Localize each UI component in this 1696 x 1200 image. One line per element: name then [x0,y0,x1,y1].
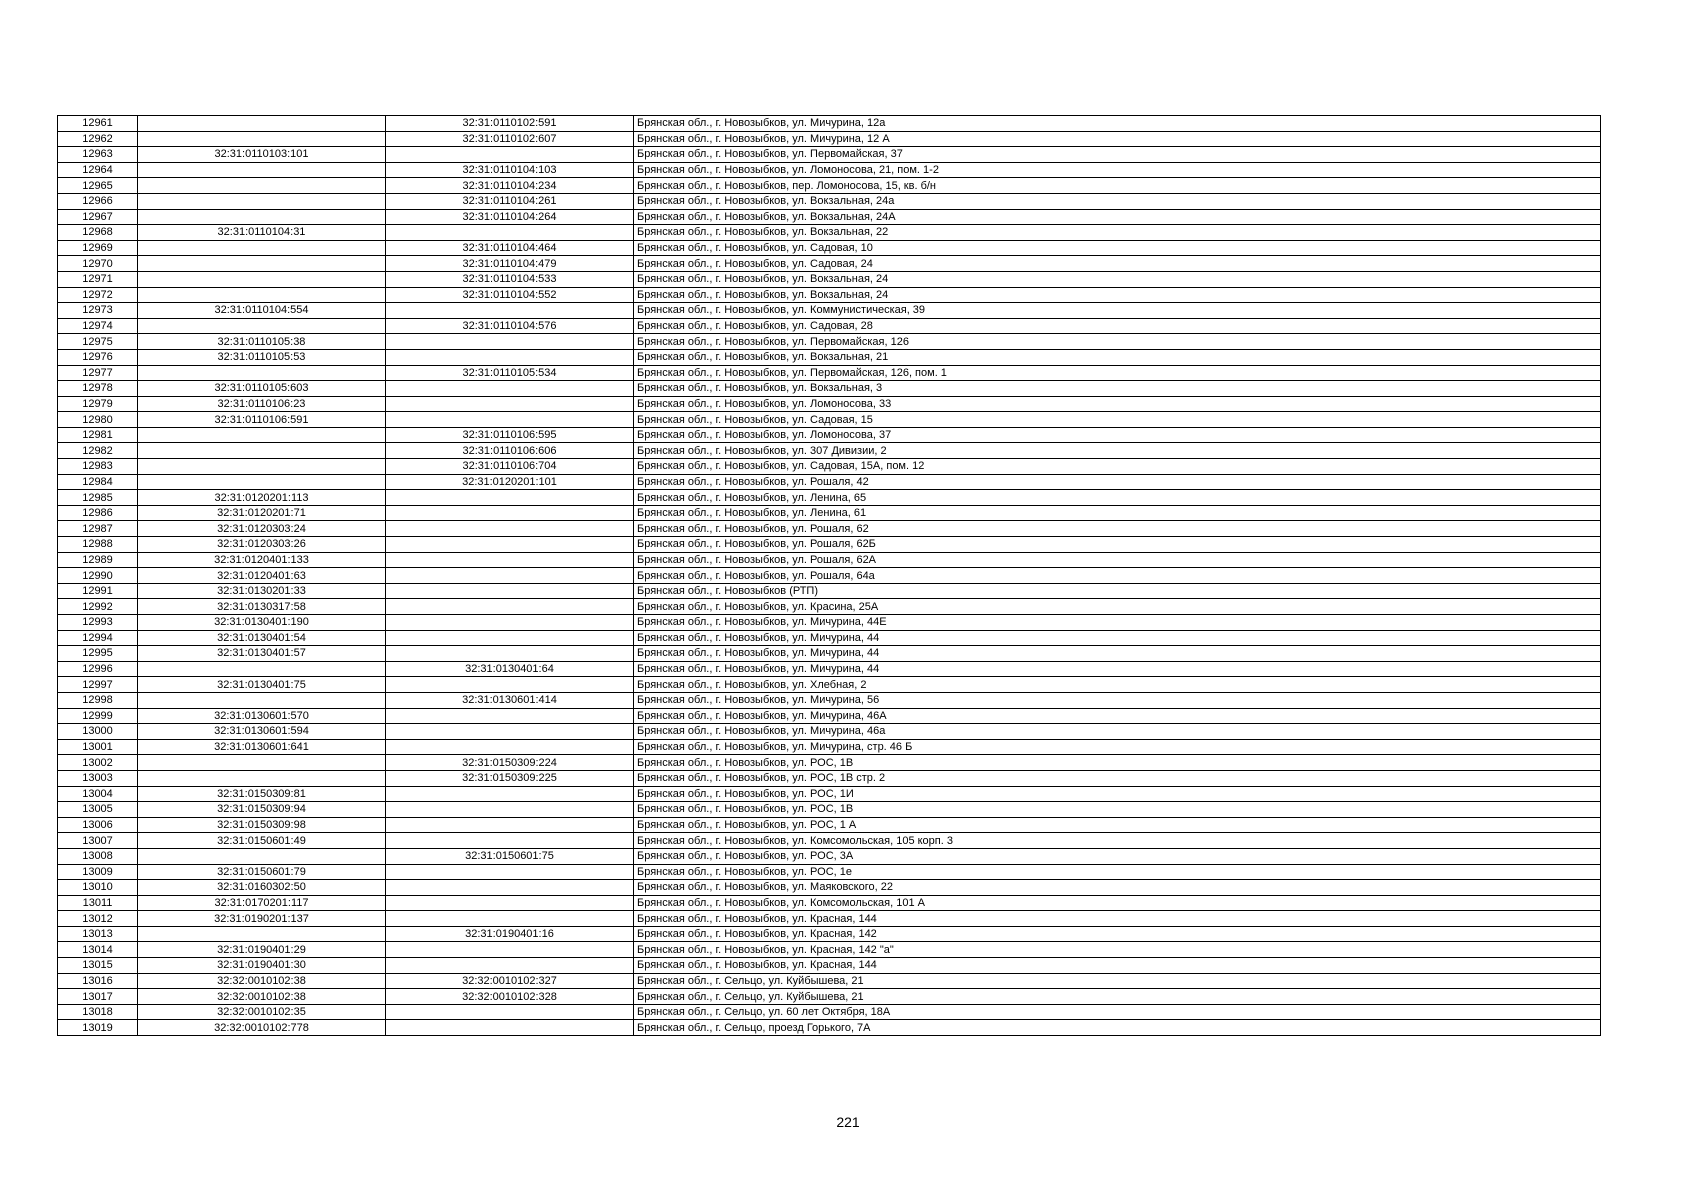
row-number-cell: 12996 [58,661,138,677]
related-cadastral-number-cell [386,537,634,553]
cadastral-number-cell: 32:31:0110106:591 [138,412,386,428]
row-number-cell: 12962 [58,131,138,147]
cadastral-number-cell [138,318,386,334]
address-cell: Брянская обл., г. Новозыбков, ул. Мичурина, 44 [634,630,1601,646]
related-cadastral-number-cell: 32:31:0110104:464 [386,240,634,256]
table-row [58,381,1601,397]
row-number-cell: 12970 [58,256,138,272]
related-cadastral-number-cell [386,1004,634,1020]
address-cell: Брянская обл., г. Новозыбков, ул. Первомайская, 126, пом. 1 [634,365,1601,381]
address-cell: Брянская обл., г. Новозыбков, ул. Рошаля, 62А [634,552,1601,568]
cadastral-number-cell: 32:31:0110105:53 [138,349,386,365]
row-number-cell: 12972 [58,287,138,303]
address-cell: Брянская обл., г. Новозыбков, ул. Коммунистическая, 39 [634,303,1601,319]
table-row [58,334,1601,350]
row-number-cell: 12998 [58,692,138,708]
table-row [58,474,1601,490]
row-number-cell: 13002 [58,755,138,771]
cadastral-number-cell [138,116,386,132]
related-cadastral-number-cell [386,225,634,241]
cadastral-number-cell [138,131,386,147]
row-number-cell: 13001 [58,739,138,755]
address-cell: Брянская обл., г. Новозыбков, ул. РОС, 1 А [634,817,1601,833]
address-cell: Брянская обл., г. Новозыбков, ул. Вокзальная, 24 [634,287,1601,303]
cadastral-number-cell: 32:31:0120401:133 [138,552,386,568]
related-cadastral-number-cell [386,412,634,428]
address-cell: Брянская обл., г. Новозыбков, ул. Садовая, 28 [634,318,1601,334]
related-cadastral-number-cell: 32:31:0110104:103 [386,162,634,178]
row-number-cell: 12986 [58,505,138,521]
cadastral-number-cell [138,661,386,677]
table-row [58,692,1601,708]
address-cell: Брянская обл., г. Новозыбков, ул. Мичурина, 44 [634,646,1601,662]
row-number-cell: 13014 [58,942,138,958]
related-cadastral-number-cell [386,303,634,319]
related-cadastral-number-cell: 32:31:0130601:414 [386,692,634,708]
cadastral-number-cell: 32:31:0110104:31 [138,225,386,241]
row-number-cell: 13015 [58,958,138,974]
cadastral-number-cell: 32:31:0130401:75 [138,677,386,693]
row-number-cell: 13019 [58,1020,138,1036]
cadastral-number-cell [138,365,386,381]
cadastral-number-cell: 32:31:0110105:38 [138,334,386,350]
cadastral-number-cell: 32:31:0190201:137 [138,911,386,927]
address-cell: Брянская обл., г. Новозыбков, пер. Ломоносова, 15, кв. б/н [634,178,1601,194]
address-cell: Брянская обл., г. Новозыбков, ул. РОС, 1В [634,802,1601,818]
address-cell: Брянская обл., г. Новозыбков, ул. Вокзальная, 22 [634,225,1601,241]
table-row [58,256,1601,272]
row-number-cell: 12987 [58,521,138,537]
address-cell: Брянская обл., г. Новозыбков, ул. Маяковского, 22 [634,880,1601,896]
row-number-cell: 12983 [58,459,138,475]
address-cell: Брянская обл., г. Новозыбков, ул. Мичурина, 46а [634,724,1601,740]
table-row [58,178,1601,194]
row-number-cell: 12968 [58,225,138,241]
row-number-cell: 13013 [58,926,138,942]
address-cell: Брянская обл., г. Новозыбков, ул. Мичурина, 12 А [634,131,1601,147]
related-cadastral-number-cell [386,615,634,631]
cadastral-number-cell: 32:32:0010102:35 [138,1004,386,1020]
related-cadastral-number-cell [386,396,634,412]
address-cell: Брянская обл., г. Новозыбков, ул. Красина, 25А [634,599,1601,615]
address-cell: Брянская обл., г. Новозыбков, ул. Ломоносова, 37 [634,427,1601,443]
cadastral-number-cell: 32:31:0120201:71 [138,505,386,521]
related-cadastral-number-cell [386,739,634,755]
address-cell: Брянская обл., г. Новозыбков, ул. Ломоносова, 21, пом. 1-2 [634,162,1601,178]
address-cell: Брянская обл., г. Новозыбков, ул. Мичурина, 44 [634,661,1601,677]
row-number-cell: 12961 [58,116,138,132]
cadastral-number-cell: 32:31:0160302:50 [138,880,386,896]
related-cadastral-number-cell: 32:31:0110104:533 [386,271,634,287]
row-number-cell: 12982 [58,443,138,459]
table-row [58,537,1601,553]
cadastral-number-cell: 32:32:0010102:38 [138,989,386,1005]
address-cell: Брянская обл., г. Новозыбков, ул. Вокзальная, 24а [634,193,1601,209]
cadastral-number-cell: 32:31:0130201:33 [138,583,386,599]
table-row [58,427,1601,443]
table-row [58,443,1601,459]
table-row [58,739,1601,755]
cadastral-number-cell [138,459,386,475]
table-row [58,271,1601,287]
related-cadastral-number-cell: 32:31:0110104:234 [386,178,634,194]
cadastral-number-cell [138,926,386,942]
related-cadastral-number-cell: 32:31:0110104:479 [386,256,634,272]
cadastral-number-cell: 32:31:0150309:98 [138,817,386,833]
table-row [58,225,1601,241]
table-row [58,926,1601,942]
cadastral-number-cell [138,287,386,303]
cadastral-number-cell: 32:31:0130401:54 [138,630,386,646]
address-cell: Брянская обл., г. Новозыбков, ул. Первомайская, 126 [634,334,1601,350]
related-cadastral-number-cell: 32:31:0110104:261 [386,193,634,209]
related-cadastral-number-cell: 32:31:0150309:224 [386,755,634,771]
address-cell: Брянская обл., г. Новозыбков, ул. Мичурина, 44Е [634,615,1601,631]
related-cadastral-number-cell: 32:31:0110106:595 [386,427,634,443]
address-cell: Брянская обл., г. Новозыбков, ул. Рошаля, 62 [634,521,1601,537]
address-cell: Брянская обл., г. Новозыбков, ул. Рошаля, 64а [634,568,1601,584]
table-row [58,147,1601,163]
related-cadastral-number-cell [386,724,634,740]
cadastral-number-cell: 32:31:0130601:594 [138,724,386,740]
row-number-cell: 12991 [58,583,138,599]
cadastral-number-cell: 32:31:0150601:49 [138,833,386,849]
cadastral-number-cell [138,162,386,178]
cadastral-number-cell: 32:31:0120303:24 [138,521,386,537]
row-number-cell: 13017 [58,989,138,1005]
address-cell: Брянская обл., г. Новозыбков, ул. Мичурина, стр. 46 Б [634,739,1601,755]
row-number-cell: 13012 [58,911,138,927]
related-cadastral-number-cell [386,381,634,397]
address-cell: Брянская обл., г. Сельцо, ул. Куйбышева, 21 [634,973,1601,989]
cadastral-number-cell: 32:31:0190401:29 [138,942,386,958]
cadastral-number-cell: 32:31:0130601:641 [138,739,386,755]
related-cadastral-number-cell: 32:31:0110104:552 [386,287,634,303]
address-cell: Брянская обл., г. Новозыбков, ул. РОС, 3А [634,848,1601,864]
related-cadastral-number-cell: 32:32:0010102:327 [386,973,634,989]
cadastral-number-cell [138,443,386,459]
cadastral-number-cell [138,474,386,490]
related-cadastral-number-cell [386,490,634,506]
related-cadastral-number-cell [386,583,634,599]
address-cell: Брянская обл., г. Новозыбков, ул. Ленина, 61 [634,505,1601,521]
table-row [58,193,1601,209]
table-row [58,162,1601,178]
cadastral-number-cell [138,755,386,771]
table-row [58,833,1601,849]
row-number-cell: 13010 [58,880,138,896]
related-cadastral-number-cell: 32:31:0110104:576 [386,318,634,334]
row-number-cell: 13008 [58,848,138,864]
table-row [58,568,1601,584]
table-row [58,552,1601,568]
related-cadastral-number-cell [386,786,634,802]
row-number-cell: 13018 [58,1004,138,1020]
cadastral-number-cell [138,209,386,225]
table-row [58,318,1601,334]
table-row [58,880,1601,896]
related-cadastral-number-cell [386,505,634,521]
row-number-cell: 13006 [58,817,138,833]
address-cell: Брянская обл., г. Новозыбков, ул. Первомайская, 37 [634,147,1601,163]
cadastral-number-cell: 32:32:0010102:38 [138,973,386,989]
cadastral-number-cell [138,692,386,708]
row-number-cell: 12971 [58,271,138,287]
row-number-cell: 12979 [58,396,138,412]
related-cadastral-number-cell [386,817,634,833]
table-row [58,116,1601,132]
address-cell: Брянская обл., г. Новозыбков, ул. Комсомольская, 105 корп. 3 [634,833,1601,849]
address-cell: Брянская обл., г. Новозыбков, ул. Мичурина, 56 [634,692,1601,708]
cadastral-number-cell [138,271,386,287]
row-number-cell: 12973 [58,303,138,319]
related-cadastral-number-cell: 32:31:0190401:16 [386,926,634,942]
cadastral-number-cell: 32:31:0120303:26 [138,537,386,553]
table-row [58,786,1601,802]
address-cell: Брянская обл., г. Новозыбков, ул. РОС, 1е [634,864,1601,880]
cadastral-number-cell [138,178,386,194]
related-cadastral-number-cell [386,568,634,584]
related-cadastral-number-cell [386,911,634,927]
address-cell: Брянская обл., г. Сельцо, проезд Горького, 7А [634,1020,1601,1036]
related-cadastral-number-cell [386,334,634,350]
cadastral-number-cell: 32:31:0190401:30 [138,958,386,974]
row-number-cell: 13004 [58,786,138,802]
row-number-cell: 12995 [58,646,138,662]
table-row [58,1020,1601,1036]
related-cadastral-number-cell [386,630,634,646]
table-row [58,1004,1601,1020]
table-row [58,396,1601,412]
row-number-cell: 12980 [58,412,138,428]
address-cell: Брянская обл., г. Новозыбков, ул. Мичурина, 12а [634,116,1601,132]
table-row [58,770,1601,786]
related-cadastral-number-cell: 32:31:0110105:534 [386,365,634,381]
table-row [58,131,1601,147]
cadastral-number-cell [138,240,386,256]
table-row [58,755,1601,771]
cadastral-number-cell [138,427,386,443]
table-row [58,599,1601,615]
cadastral-number-cell: 32:31:0110106:23 [138,396,386,412]
cadastral-number-cell: 32:31:0150601:79 [138,864,386,880]
address-cell: Брянская обл., г. Новозыбков, ул. 307 Дивизии, 2 [634,443,1601,459]
related-cadastral-number-cell: 32:32:0010102:328 [386,989,634,1005]
related-cadastral-number-cell [386,552,634,568]
related-cadastral-number-cell [386,895,634,911]
row-number-cell: 13000 [58,724,138,740]
cadastral-number-cell: 32:31:0150309:81 [138,786,386,802]
row-number-cell: 12993 [58,615,138,631]
cadastral-number-cell: 32:31:0130401:57 [138,646,386,662]
table-row [58,630,1601,646]
address-cell: Брянская обл., г. Новозыбков, ул. Ленина, 65 [634,490,1601,506]
row-number-cell: 12997 [58,677,138,693]
related-cadastral-number-cell [386,942,634,958]
table-row [58,708,1601,724]
registry-table [57,115,1601,1036]
address-cell: Брянская обл., г. Новозыбков, ул. Вокзальная, 21 [634,349,1601,365]
table-row [58,209,1601,225]
table-row [58,724,1601,740]
address-cell: Брянская обл., г. Новозыбков, ул. Красная, 144 [634,958,1601,974]
table-row [58,864,1601,880]
related-cadastral-number-cell [386,802,634,818]
related-cadastral-number-cell: 32:31:0150601:75 [386,848,634,864]
related-cadastral-number-cell [386,1020,634,1036]
related-cadastral-number-cell: 32:31:0110106:606 [386,443,634,459]
table-row [58,505,1601,521]
related-cadastral-number-cell [386,521,634,537]
row-number-cell: 12965 [58,178,138,194]
table-row [58,303,1601,319]
table-row [58,848,1601,864]
row-number-cell: 13009 [58,864,138,880]
related-cadastral-number-cell: 32:31:0110102:591 [386,116,634,132]
related-cadastral-number-cell: 32:31:0110106:704 [386,459,634,475]
related-cadastral-number-cell [386,147,634,163]
address-cell: Брянская обл., г. Новозыбков, ул. Садовая, 15А, пом. 12 [634,459,1601,475]
row-number-cell: 12963 [58,147,138,163]
related-cadastral-number-cell [386,880,634,896]
cadastral-number-cell: 32:31:0120401:63 [138,568,386,584]
cadastral-number-cell: 32:31:0150309:94 [138,802,386,818]
address-cell: Брянская обл., г. Новозыбков, ул. Ломоносова, 33 [634,396,1601,412]
address-cell: Брянская обл., г. Новозыбков (РТП) [634,583,1601,599]
row-number-cell: 13016 [58,973,138,989]
table-row [58,365,1601,381]
address-cell: Брянская обл., г. Новозыбков, ул. Садовая, 24 [634,256,1601,272]
row-number-cell: 12975 [58,334,138,350]
related-cadastral-number-cell: 32:31:0150309:225 [386,770,634,786]
table-row [58,817,1601,833]
address-cell: Брянская обл., г. Новозыбков, ул. Садовая, 15 [634,412,1601,428]
cadastral-number-cell: 32:31:0110104:554 [138,303,386,319]
cadastral-number-cell [138,193,386,209]
related-cadastral-number-cell [386,677,634,693]
address-cell: Брянская обл., г. Новозыбков, ул. Рошаля, 62Б [634,537,1601,553]
cadastral-number-cell: 32:31:0110105:603 [138,381,386,397]
row-number-cell: 12964 [58,162,138,178]
address-cell: Брянская обл., г. Новозыбков, ул. Красная, 142 "а" [634,942,1601,958]
related-cadastral-number-cell: 32:31:0110104:264 [386,209,634,225]
address-cell: Брянская обл., г. Новозыбков, ул. Комсомольская, 101 А [634,895,1601,911]
table-row [58,911,1601,927]
row-number-cell: 12994 [58,630,138,646]
related-cadastral-number-cell [386,646,634,662]
table-row [58,942,1601,958]
row-number-cell: 12969 [58,240,138,256]
table-row [58,973,1601,989]
related-cadastral-number-cell [386,708,634,724]
row-number-cell: 13007 [58,833,138,849]
address-cell: Брянская обл., г. Новозыбков, ул. РОС, 1В стр. 2 [634,770,1601,786]
row-number-cell: 12966 [58,193,138,209]
address-cell: Брянская обл., г. Сельцо, ул. 60 лет Октября, 18А [634,1004,1601,1020]
address-cell: Брянская обл., г. Новозыбков, ул. Рошаля, 42 [634,474,1601,490]
table-row [58,895,1601,911]
cadastral-number-cell: 32:31:0170201:117 [138,895,386,911]
row-number-cell: 12981 [58,427,138,443]
registry-table-body [58,116,1601,1036]
related-cadastral-number-cell [386,864,634,880]
table-row [58,615,1601,631]
cadastral-number-cell: 32:31:0120201:113 [138,490,386,506]
table-row [58,646,1601,662]
related-cadastral-number-cell [386,349,634,365]
table-row [58,521,1601,537]
address-cell: Брянская обл., г. Новозыбков, ул. РОС, 1В [634,755,1601,771]
table-row [58,287,1601,303]
table-row [58,661,1601,677]
row-number-cell: 12989 [58,552,138,568]
table-row [58,802,1601,818]
table-row [58,490,1601,506]
cadastral-number-cell: 32:32:0010102:778 [138,1020,386,1036]
table-row [58,583,1601,599]
cadastral-number-cell [138,256,386,272]
cadastral-number-cell: 32:31:0130601:570 [138,708,386,724]
row-number-cell: 12999 [58,708,138,724]
address-cell: Брянская обл., г. Новозыбков, ул. Красная, 142 [634,926,1601,942]
address-cell: Брянская обл., г. Новозыбков, ул. Вокзальная, 3 [634,381,1601,397]
related-cadastral-number-cell [386,958,634,974]
row-number-cell: 12976 [58,349,138,365]
table-row [58,958,1601,974]
related-cadastral-number-cell: 32:31:0130401:64 [386,661,634,677]
table-row [58,459,1601,475]
related-cadastral-number-cell: 32:31:0120201:101 [386,474,634,490]
table-row [58,349,1601,365]
row-number-cell: 13003 [58,770,138,786]
address-cell: Брянская обл., г. Новозыбков, ул. Красная, 144 [634,911,1601,927]
table-row [58,677,1601,693]
address-cell: Брянская обл., г. Новозыбков, ул. РОС, 1И [634,786,1601,802]
table-row [58,240,1601,256]
table-row [58,989,1601,1005]
row-number-cell: 12992 [58,599,138,615]
related-cadastral-number-cell [386,599,634,615]
address-cell: Брянская обл., г. Новозыбков, ул. Вокзальная, 24 [634,271,1601,287]
address-cell: Брянская обл., г. Новозыбков, ул. Садовая, 10 [634,240,1601,256]
row-number-cell: 12984 [58,474,138,490]
row-number-cell: 12985 [58,490,138,506]
address-cell: Брянская обл., г. Новозыбков, ул. Вокзальная, 24А [634,209,1601,225]
row-number-cell: 12990 [58,568,138,584]
row-number-cell: 13005 [58,802,138,818]
related-cadastral-number-cell: 32:31:0110102:607 [386,131,634,147]
row-number-cell: 12967 [58,209,138,225]
address-cell: Брянская обл., г. Новозыбков, ул. Мичурина, 46А [634,708,1601,724]
cadastral-number-cell [138,848,386,864]
row-number-cell: 12988 [58,537,138,553]
address-cell: Брянская обл., г. Сельцо, ул. Куйбышева, 21 [634,989,1601,1005]
row-number-cell: 13011 [58,895,138,911]
row-number-cell: 12978 [58,381,138,397]
row-number-cell: 12974 [58,318,138,334]
cadastral-number-cell: 32:31:0130317:58 [138,599,386,615]
row-number-cell: 12977 [58,365,138,381]
cadastral-number-cell [138,770,386,786]
page-number: 221 [836,1114,860,1130]
address-cell: Брянская обл., г. Новозыбков, ул. Хлебная, 2 [634,677,1601,693]
table-row [58,412,1601,428]
cadastral-number-cell: 32:31:0130401:190 [138,615,386,631]
cadastral-number-cell: 32:31:0110103:101 [138,147,386,163]
related-cadastral-number-cell [386,833,634,849]
